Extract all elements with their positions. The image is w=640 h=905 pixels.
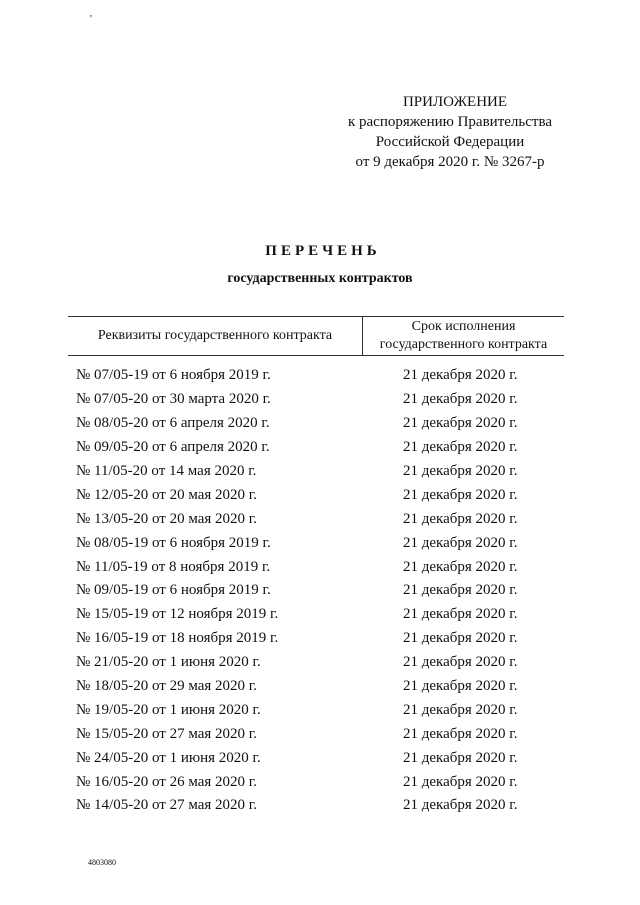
column-header-requisites: Реквизиты государственного контракта <box>68 317 363 355</box>
corner-mark: ' <box>90 14 92 25</box>
contract-deadline: 21 декабря 2020 г. <box>403 415 518 432</box>
contract-requisites: № 07/05-19 от 6 ноября 2019 г. <box>76 367 271 384</box>
table-row <box>76 531 556 555</box>
contracts-table-header <box>68 316 564 356</box>
contract-requisites: № 11/05-20 от 14 мая 2020 г. <box>76 463 257 479</box>
table-row <box>76 412 556 436</box>
appendix-line-3: от 9 декабря 2020 г. № 3267-р <box>355 154 545 170</box>
contract-deadline: 21 декабря 2020 г. <box>403 582 518 599</box>
document-code: 4803080 <box>88 858 116 867</box>
table-row <box>76 579 556 603</box>
contract-requisites: № 15/05-19 от 12 ноября 2019 г. <box>76 606 279 623</box>
table-row <box>76 603 556 627</box>
contract-requisites: № 15/05-20 от 27 мая 2020 г. <box>76 725 257 742</box>
appendix-line-1: к распоряжению Правительства <box>347 114 552 130</box>
appendix-title: ПРИЛОЖЕНИЕ <box>402 94 508 110</box>
contract-deadline: 21 декабря 2020 г. <box>403 701 518 718</box>
contract-requisites: № 19/05-20 от 1 июня 2020 г. <box>76 701 261 718</box>
contract-requisites: № 09/05-20 от 6 апреля 2020 г. <box>76 439 270 456</box>
table-header-row <box>68 316 564 356</box>
contract-requisites: № 13/05-20 от 20 мая 2020 г. <box>76 510 257 527</box>
contract-requisites: № 11/05-19 от 8 ноября 2019 г. <box>76 558 271 575</box>
contract-deadline: 21 декабря 2020 г. <box>403 367 518 384</box>
table-row <box>76 698 556 722</box>
contract-deadline: 21 декабря 2020 г. <box>403 534 518 551</box>
heading-subtitle: государственных контрактов <box>227 271 413 286</box>
appendix-line-2: Российской Федерации <box>375 134 525 150</box>
table-row <box>76 794 556 818</box>
contracts-table-body <box>76 364 556 818</box>
contract-requisites: № 08/05-19 от 6 ноября 2019 г. <box>76 534 271 551</box>
contract-deadline: 21 декабря 2020 г. <box>403 391 518 408</box>
contract-deadline: 21 декабря 2020 г. <box>403 630 518 647</box>
contract-requisites: № 24/05-20 от 1 июня 2020 г. <box>76 749 261 766</box>
contract-requisites: № 21/05-20 от 1 июня 2020 г. <box>76 654 261 671</box>
contract-deadline: 21 декабря 2020 г. <box>403 486 518 503</box>
table-row <box>76 627 556 651</box>
contract-deadline: 21 декабря 2020 г. <box>403 654 518 671</box>
contract-requisites: № 14/05-20 от 27 мая 2020 г. <box>76 797 257 814</box>
table-row <box>76 364 556 388</box>
contract-requisites: № 12/05-20 от 20 мая 2020 г. <box>76 486 257 503</box>
table-row <box>76 555 556 579</box>
contract-deadline: 21 декабря 2020 г. <box>403 773 518 790</box>
table-row <box>76 460 556 484</box>
heading-title: ПЕРЕЧЕНЬ <box>265 243 381 259</box>
contract-deadline: 21 декабря 2020 г. <box>403 725 518 742</box>
table-row <box>76 507 556 531</box>
table-row <box>76 770 556 794</box>
contract-deadline: 21 декабря 2020 г. <box>403 678 518 695</box>
table-row <box>76 483 556 507</box>
table-row <box>76 675 556 699</box>
appendix-block <box>320 92 580 172</box>
contract-requisites: № 16/05-20 от 26 мая 2020 г. <box>76 773 257 790</box>
contract-requisites: № 09/05-19 от 6 ноября 2019 г. <box>76 582 271 599</box>
contract-deadline: 21 декабря 2020 г. <box>403 463 518 479</box>
contract-deadline: 21 декабря 2020 г. <box>403 439 518 456</box>
table-row <box>76 388 556 412</box>
contract-requisites: № 07/05-20 от 30 марта 2020 г. <box>76 391 271 408</box>
contract-requisites: № 18/05-20 от 29 мая 2020 г. <box>76 678 257 695</box>
column-header-deadline: Срок исполнения государственного контракта <box>379 319 548 352</box>
table-row <box>76 651 556 675</box>
contract-requisites: № 08/05-20 от 6 апреля 2020 г. <box>76 415 270 432</box>
table-row <box>76 746 556 770</box>
table-row <box>76 722 556 746</box>
contract-requisites: № 16/05-19 от 18 ноября 2019 г. <box>76 630 279 647</box>
table-row <box>76 436 556 460</box>
contract-deadline: 21 декабря 2020 г. <box>403 510 518 527</box>
document-heading <box>0 241 640 288</box>
contract-deadline: 21 декабря 2020 г. <box>403 749 518 766</box>
contract-deadline: 21 декабря 2020 г. <box>403 558 518 575</box>
contract-deadline: 21 декабря 2020 г. <box>403 797 518 814</box>
contract-deadline: 21 декабря 2020 г. <box>403 606 518 623</box>
